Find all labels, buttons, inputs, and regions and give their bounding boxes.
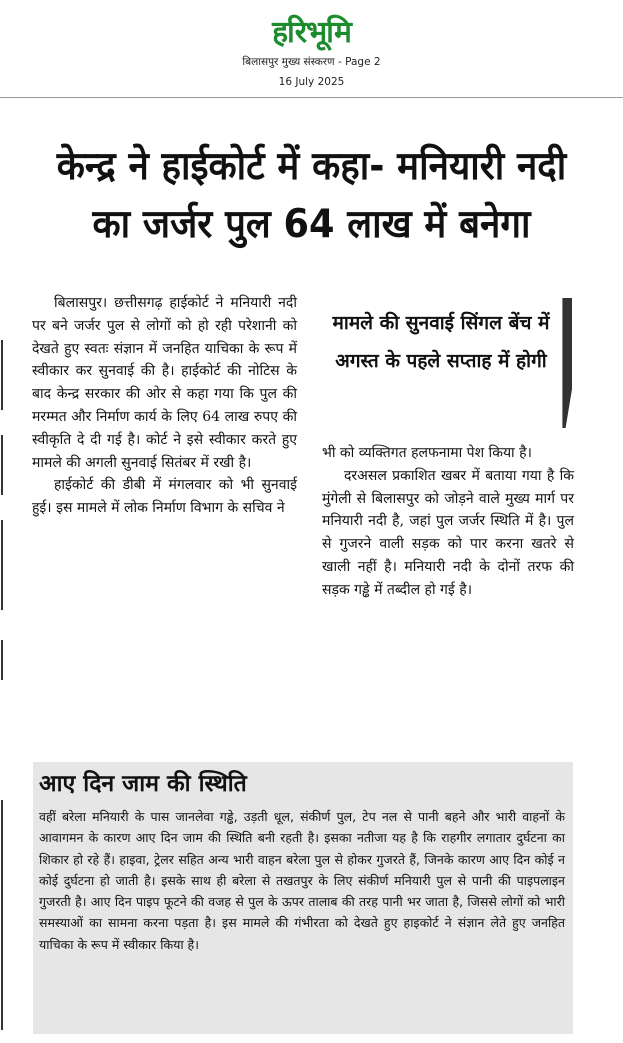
adjacent-column-edge <box>0 340 6 1030</box>
article-paragraph: भी को व्यक्तिगत हलफनामा पेश किया है। <box>322 445 532 461</box>
article-paragraph: बिलासपुर। छत्तीसगढ़ हाईकोर्ट ने मनियारी नदी पर बने जर्जर पुल से लोगों को हो रही परेशानी को देखते हुए स्वतः संज्ञान में जनहित याचिका के रूप में स्वीकार कर सुनवाई की है। हाईकोर्ट की नोटिस के बाद केन्द्र सरकार की ओर से कहा गया कि पुल की मरम्मत और निर्माण कार्य के लिए 64 लाख रुपए की स्वीकृति दे दी गई है। कोर्ट ने इसे स्वीकार करते हुए मामले की अगली सुनवाई सितंबर में रखी है। <box>32 295 297 471</box>
article-column-left <box>32 292 297 520</box>
edition-label: बिलासपुर मुख्य संस्करण - Page 2 <box>242 56 381 68</box>
pull-quote: मामले की सुनवाई सिंगल बेंच में अगस्त के पहले सप्ताह में होगी <box>332 312 550 372</box>
masthead-divider <box>0 97 623 98</box>
edition-date: 16 July 2025 <box>278 76 345 88</box>
masthead <box>0 0 623 98</box>
sidebar-box-body: वहीं बरेला मनियारी के पास जानलेवा गड्ढे, उड़ती धूल, संकीर्ण पुल, टेप नल से पानी बहने और भारी वाहनों के आवागमन के कारण आए दिन जाम की स्थिति बनी रहती है। इसका नतीजा यह है कि राहगीर लगातार दुर्घटना का शिकार हो रहे हैं। हाइवा, ट्रेलर सहित अन्य भारी वाहन बरेला पुल से होकर गुजरते हैं, जिनके कारण आए दिन कोई न कोई दुर्घटना हो जाती है। इसके साथ ही बरेला से तखतपुर के लिए संकीर्ण मनियारी पुल से पानी की पाइपलाइन गुजरती है। आए दिन पाइप फूटने की वजह से पुल के ऊपर तालाब की तरह पानी भर जाता है, जिससे लोगों को भारी समस्याओं का सामना करना पड़ता है। इस मामले की गंभीरता को देखते हुए हाइकोर्ट ने संज्ञान लेते हुए जनहित याचिका के रूप में स्वीकार किया है। <box>39 809 565 952</box>
article-column-right <box>322 442 574 602</box>
sidebar-box <box>33 762 573 1034</box>
sidebar-box-title: आए दिन जाम की स्थिति <box>39 771 247 797</box>
article-paragraph: दरअसल प्रकाशित खबर में बताया गया है कि मुंगेली से बिलासपुर को जोड़ने वाले मुख्य मार्ग पर मनियारी नदी है, जहां पुल जर्जर स्थिति में है। पुल से गुजरने वाली सड़क को पार करना खतरे से खाली नहीं है। मनियारी नदी के दोनों तरफ की सड़क गड्ढे में तब्दील हो गई है। <box>322 467 574 598</box>
newspaper-logo: हरिभूमि <box>272 15 351 50</box>
article-headline: केन्द्र ने हाईकोर्ट में कहा- मनियारी नदी का जर्जर पुल 64 लाख में बनेगा <box>56 144 567 247</box>
article-paragraph: हाईकोर्ट की डीबी में मंगलवार को भी सुनवाई हुई। इस मामले में लोक निर्माण विभाग के सचिव ने <box>32 477 297 517</box>
